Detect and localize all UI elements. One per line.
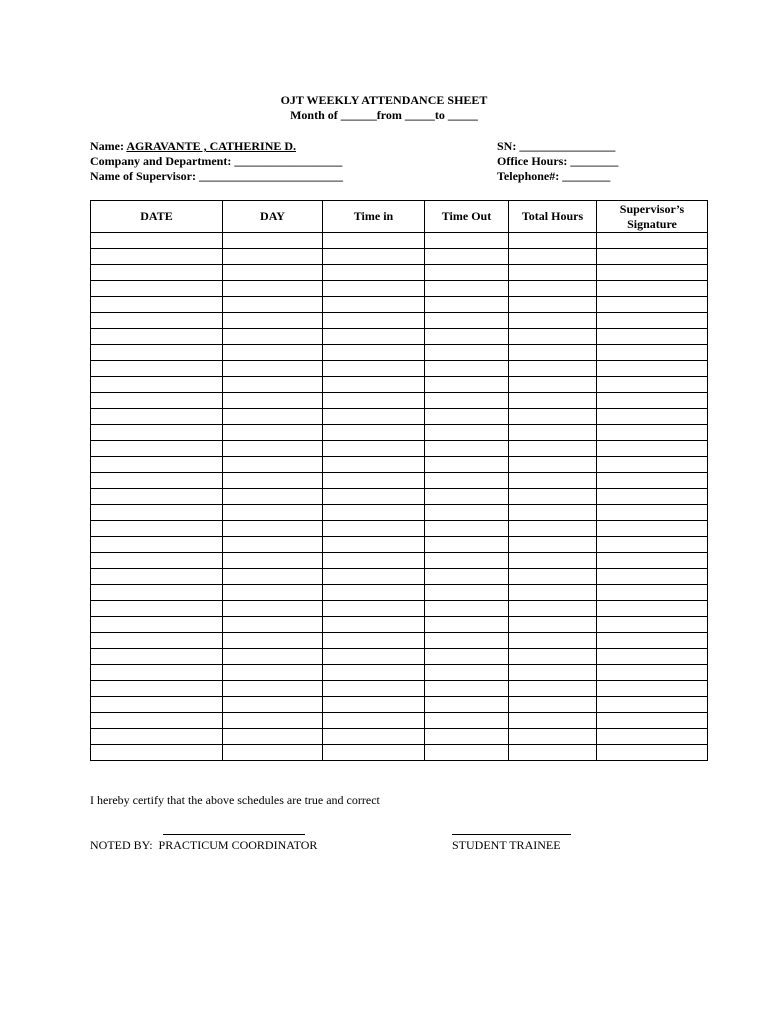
- name-field: [90, 139, 296, 154]
- table-cell[interactable]: [223, 249, 323, 265]
- table-cell[interactable]: [425, 681, 509, 697]
- table-cell[interactable]: [91, 281, 223, 297]
- column-header-day: DAY: [223, 201, 323, 233]
- table-cell[interactable]: [223, 409, 323, 425]
- table-cell[interactable]: [223, 489, 323, 505]
- table-cell[interactable]: [323, 537, 425, 553]
- table-row: [91, 441, 708, 457]
- table-cell[interactable]: [91, 409, 223, 425]
- table-cell[interactable]: [223, 505, 323, 521]
- table-cell[interactable]: [425, 393, 509, 409]
- table-cell[interactable]: [425, 425, 509, 441]
- table-cell[interactable]: [597, 537, 708, 553]
- table-row: [91, 521, 708, 537]
- document-title: OJT WEEKLY ATTENDANCE SHEET: [280, 93, 488, 107]
- table-row: [91, 329, 708, 345]
- table-cell[interactable]: [323, 409, 425, 425]
- table-cell[interactable]: [509, 553, 597, 569]
- supervisor-field: Name of Supervisor: ________________________: [90, 169, 343, 183]
- name-value: AGRAVANTE , CATHERINE D.: [126, 139, 297, 153]
- table-cell[interactable]: [91, 457, 223, 473]
- company-field: Company and Department: __________________: [90, 154, 343, 168]
- table-cell[interactable]: [425, 313, 509, 329]
- attendance-table: [90, 200, 708, 761]
- table-cell[interactable]: [509, 729, 597, 745]
- table-cell[interactable]: [597, 313, 708, 329]
- table-cell[interactable]: [91, 393, 223, 409]
- table-cell[interactable]: [425, 745, 509, 761]
- table-cell[interactable]: [509, 649, 597, 665]
- table-cell[interactable]: [223, 633, 323, 649]
- table-cell[interactable]: [91, 537, 223, 553]
- table-row: [91, 649, 708, 665]
- table-cell[interactable]: [91, 521, 223, 537]
- table-cell[interactable]: [425, 489, 509, 505]
- table-row: [91, 489, 708, 505]
- table-cell[interactable]: [597, 729, 708, 745]
- table-cell[interactable]: [425, 457, 509, 473]
- table-cell[interactable]: [597, 633, 708, 649]
- table-cell[interactable]: [91, 745, 223, 761]
- table-row: [91, 729, 708, 745]
- table-cell[interactable]: [223, 601, 323, 617]
- table-cell[interactable]: [223, 665, 323, 681]
- column-header-supervisor-signature: Supervisor’s Signature: [597, 201, 708, 233]
- attendance-table-body: [91, 233, 708, 761]
- table-cell[interactable]: [597, 521, 708, 537]
- table-cell[interactable]: [425, 697, 509, 713]
- table-cell[interactable]: [509, 409, 597, 425]
- table-cell[interactable]: [223, 537, 323, 553]
- table-cell[interactable]: [509, 425, 597, 441]
- table-cell[interactable]: [597, 553, 708, 569]
- table-cell[interactable]: [223, 585, 323, 601]
- table-cell[interactable]: [509, 249, 597, 265]
- table-cell[interactable]: [91, 489, 223, 505]
- table-cell[interactable]: [323, 617, 425, 633]
- table-cell[interactable]: [425, 377, 509, 393]
- table-cell[interactable]: [425, 473, 509, 489]
- table-cell[interactable]: [509, 713, 597, 729]
- table-row: [91, 313, 708, 329]
- table-cell[interactable]: [223, 345, 323, 361]
- table-cell[interactable]: [91, 601, 223, 617]
- table-cell[interactable]: [597, 265, 708, 281]
- table-cell[interactable]: [425, 713, 509, 729]
- table-row: [91, 249, 708, 265]
- table-cell[interactable]: [223, 329, 323, 345]
- table-cell[interactable]: [223, 745, 323, 761]
- table-cell[interactable]: [223, 233, 323, 249]
- table-cell[interactable]: [223, 297, 323, 313]
- student-trainee-label: STUDENT TRAINEE: [452, 838, 561, 852]
- table-cell[interactable]: [509, 537, 597, 553]
- table-cell[interactable]: [323, 553, 425, 569]
- table-cell[interactable]: [509, 329, 597, 345]
- table-cell[interactable]: [91, 425, 223, 441]
- table-cell[interactable]: [323, 489, 425, 505]
- table-cell[interactable]: [597, 697, 708, 713]
- table-cell[interactable]: [223, 553, 323, 569]
- table-cell[interactable]: [323, 249, 425, 265]
- column-header-total-hours: Total Hours: [509, 201, 597, 233]
- student-signature-line: [452, 834, 571, 835]
- table-cell[interactable]: [509, 633, 597, 649]
- table-cell[interactable]: [323, 569, 425, 585]
- table-cell[interactable]: [91, 697, 223, 713]
- table-cell[interactable]: [91, 713, 223, 729]
- table-cell[interactable]: [597, 329, 708, 345]
- table-cell[interactable]: [223, 681, 323, 697]
- table-cell[interactable]: [223, 649, 323, 665]
- table-cell[interactable]: [509, 361, 597, 377]
- table-cell[interactable]: [323, 377, 425, 393]
- table-cell[interactable]: [509, 505, 597, 521]
- table-row: [91, 281, 708, 297]
- table-cell[interactable]: [323, 505, 425, 521]
- table-cell[interactable]: [91, 633, 223, 649]
- table-cell[interactable]: [323, 393, 425, 409]
- table-cell[interactable]: [509, 745, 597, 761]
- table-cell[interactable]: [597, 345, 708, 361]
- table-cell[interactable]: [597, 585, 708, 601]
- table-cell[interactable]: [425, 569, 509, 585]
- table-row: [91, 377, 708, 393]
- table-row: [91, 409, 708, 425]
- table-row: [91, 473, 708, 489]
- table-row: [91, 553, 708, 569]
- table-row: [91, 233, 708, 249]
- table-cell[interactable]: [509, 617, 597, 633]
- telephone-field: Telephone#: ________: [497, 169, 611, 183]
- table-cell[interactable]: [223, 617, 323, 633]
- table-cell[interactable]: [223, 569, 323, 585]
- table-cell[interactable]: [597, 745, 708, 761]
- table-cell[interactable]: [597, 249, 708, 265]
- table-cell[interactable]: [509, 345, 597, 361]
- table-cell[interactable]: [323, 233, 425, 249]
- table-cell[interactable]: [597, 377, 708, 393]
- table-cell[interactable]: [91, 361, 223, 377]
- table-cell[interactable]: [425, 729, 509, 745]
- table-cell[interactable]: [323, 697, 425, 713]
- table-cell[interactable]: [223, 393, 323, 409]
- table-cell[interactable]: [597, 665, 708, 681]
- table-cell[interactable]: [597, 713, 708, 729]
- table-cell[interactable]: [223, 425, 323, 441]
- table-cell[interactable]: [223, 265, 323, 281]
- table-cell[interactable]: [223, 697, 323, 713]
- table-cell[interactable]: [425, 665, 509, 681]
- table-cell[interactable]: [91, 569, 223, 585]
- table-cell[interactable]: [323, 681, 425, 697]
- table-cell[interactable]: [509, 601, 597, 617]
- table-row: [91, 585, 708, 601]
- table-cell[interactable]: [323, 329, 425, 345]
- table-cell[interactable]: [91, 617, 223, 633]
- table-cell[interactable]: [509, 313, 597, 329]
- table-cell[interactable]: [323, 649, 425, 665]
- table-cell[interactable]: [223, 457, 323, 473]
- table-cell[interactable]: [91, 553, 223, 569]
- table-cell[interactable]: [509, 681, 597, 697]
- table-header-row: [91, 201, 708, 233]
- sn-field: SN: ________________: [497, 139, 616, 153]
- table-cell[interactable]: [425, 361, 509, 377]
- table-cell[interactable]: [509, 585, 597, 601]
- table-cell[interactable]: [323, 601, 425, 617]
- table-row: [91, 425, 708, 441]
- table-cell[interactable]: [425, 521, 509, 537]
- table-cell[interactable]: [91, 441, 223, 457]
- noted-by-label: NOTED BY: PRACTICUM COORDINATOR: [90, 838, 318, 852]
- coordinator-signature-line: [163, 834, 305, 835]
- table-cell[interactable]: [91, 505, 223, 521]
- table-cell[interactable]: [425, 249, 509, 265]
- table-cell[interactable]: [597, 393, 708, 409]
- document-subtitle: Month of ______from _____to _____: [290, 108, 478, 122]
- table-cell[interactable]: [323, 361, 425, 377]
- table-cell[interactable]: [597, 457, 708, 473]
- table-row: [91, 617, 708, 633]
- table-cell[interactable]: [323, 713, 425, 729]
- table-cell[interactable]: [509, 521, 597, 537]
- table-cell[interactable]: [597, 617, 708, 633]
- table-row: [91, 697, 708, 713]
- table-cell[interactable]: [323, 425, 425, 441]
- table-row: [91, 297, 708, 313]
- table-cell[interactable]: [425, 505, 509, 521]
- table-cell[interactable]: [425, 233, 509, 249]
- table-cell[interactable]: [91, 681, 223, 697]
- table-row: [91, 505, 708, 521]
- table-cell[interactable]: [425, 633, 509, 649]
- table-cell[interactable]: [597, 297, 708, 313]
- column-header-date: DATE: [91, 201, 223, 233]
- table-cell[interactable]: [223, 713, 323, 729]
- table-cell[interactable]: [597, 505, 708, 521]
- table-row: [91, 601, 708, 617]
- table-cell[interactable]: [509, 457, 597, 473]
- table-row: [91, 537, 708, 553]
- table-cell[interactable]: [425, 553, 509, 569]
- table-cell[interactable]: [91, 313, 223, 329]
- table-cell[interactable]: [425, 281, 509, 297]
- table-cell[interactable]: [91, 249, 223, 265]
- table-row: [91, 569, 708, 585]
- table-cell[interactable]: [597, 569, 708, 585]
- table-cell[interactable]: [323, 345, 425, 361]
- table-cell[interactable]: [323, 297, 425, 313]
- column-header-time-in: Time in: [323, 201, 425, 233]
- table-cell[interactable]: [323, 265, 425, 281]
- table-cell[interactable]: [91, 729, 223, 745]
- table-cell[interactable]: [509, 473, 597, 489]
- table-cell[interactable]: [91, 233, 223, 249]
- table-cell[interactable]: [91, 665, 223, 681]
- column-header-time-out: Time Out: [425, 201, 509, 233]
- table-cell[interactable]: [509, 297, 597, 313]
- table-cell[interactable]: [91, 297, 223, 313]
- table-cell[interactable]: [509, 281, 597, 297]
- table-cell[interactable]: [91, 329, 223, 345]
- table-cell[interactable]: [425, 441, 509, 457]
- table-row: [91, 713, 708, 729]
- table-cell[interactable]: [597, 601, 708, 617]
- table-cell[interactable]: [323, 313, 425, 329]
- certification-text: I hereby certify that the above schedules are true and correct: [90, 793, 380, 807]
- table-cell[interactable]: [425, 409, 509, 425]
- table-cell[interactable]: [597, 361, 708, 377]
- table-cell[interactable]: [223, 441, 323, 457]
- table-cell[interactable]: [323, 633, 425, 649]
- table-cell[interactable]: [323, 281, 425, 297]
- table-cell[interactable]: [323, 473, 425, 489]
- table-cell[interactable]: [223, 313, 323, 329]
- table-row: [91, 681, 708, 697]
- table-cell[interactable]: [425, 265, 509, 281]
- table-cell[interactable]: [509, 233, 597, 249]
- table-cell[interactable]: [323, 521, 425, 537]
- office-hours-field: Office Hours: ________: [497, 154, 619, 168]
- table-cell[interactable]: [597, 649, 708, 665]
- table-cell[interactable]: [597, 473, 708, 489]
- table-row: [91, 633, 708, 649]
- table-cell[interactable]: [509, 377, 597, 393]
- table-cell[interactable]: [323, 585, 425, 601]
- table-cell[interactable]: [509, 569, 597, 585]
- table-cell[interactable]: [223, 521, 323, 537]
- table-cell[interactable]: [91, 265, 223, 281]
- table-cell[interactable]: [509, 489, 597, 505]
- table-cell[interactable]: [509, 441, 597, 457]
- table-cell[interactable]: [91, 345, 223, 361]
- table-row: [91, 393, 708, 409]
- table-cell[interactable]: [509, 265, 597, 281]
- table-cell[interactable]: [91, 473, 223, 489]
- table-cell[interactable]: [425, 537, 509, 553]
- table-cell[interactable]: [425, 649, 509, 665]
- table-cell[interactable]: [223, 361, 323, 377]
- table-cell[interactable]: [223, 281, 323, 297]
- table-cell[interactable]: [323, 441, 425, 457]
- table-cell[interactable]: [597, 233, 708, 249]
- table-cell[interactable]: [509, 665, 597, 681]
- name-label: Name:: [90, 139, 127, 153]
- table-cell[interactable]: [323, 745, 425, 761]
- table-cell[interactable]: [323, 729, 425, 745]
- table-cell[interactable]: [597, 409, 708, 425]
- table-cell[interactable]: [91, 649, 223, 665]
- table-cell[interactable]: [425, 617, 509, 633]
- table-cell[interactable]: [597, 441, 708, 457]
- table-cell[interactable]: [509, 697, 597, 713]
- table-row: [91, 345, 708, 361]
- table-cell[interactable]: [597, 281, 708, 297]
- table-cell[interactable]: [91, 377, 223, 393]
- table-cell[interactable]: [323, 665, 425, 681]
- table-cell[interactable]: [223, 473, 323, 489]
- table-cell[interactable]: [597, 425, 708, 441]
- table-cell[interactable]: [425, 601, 509, 617]
- table-cell[interactable]: [509, 393, 597, 409]
- table-cell[interactable]: [323, 457, 425, 473]
- table-cell[interactable]: [597, 681, 708, 697]
- table-row: [91, 265, 708, 281]
- table-row: [91, 665, 708, 681]
- table-row: [91, 745, 708, 761]
- table-cell[interactable]: [425, 585, 509, 601]
- table-cell[interactable]: [223, 377, 323, 393]
- table-cell[interactable]: [425, 297, 509, 313]
- table-cell[interactable]: [425, 329, 509, 345]
- table-cell[interactable]: [223, 729, 323, 745]
- table-row: [91, 361, 708, 377]
- table-cell[interactable]: [91, 585, 223, 601]
- table-row: [91, 457, 708, 473]
- table-cell[interactable]: [597, 489, 708, 505]
- table-cell[interactable]: [425, 345, 509, 361]
